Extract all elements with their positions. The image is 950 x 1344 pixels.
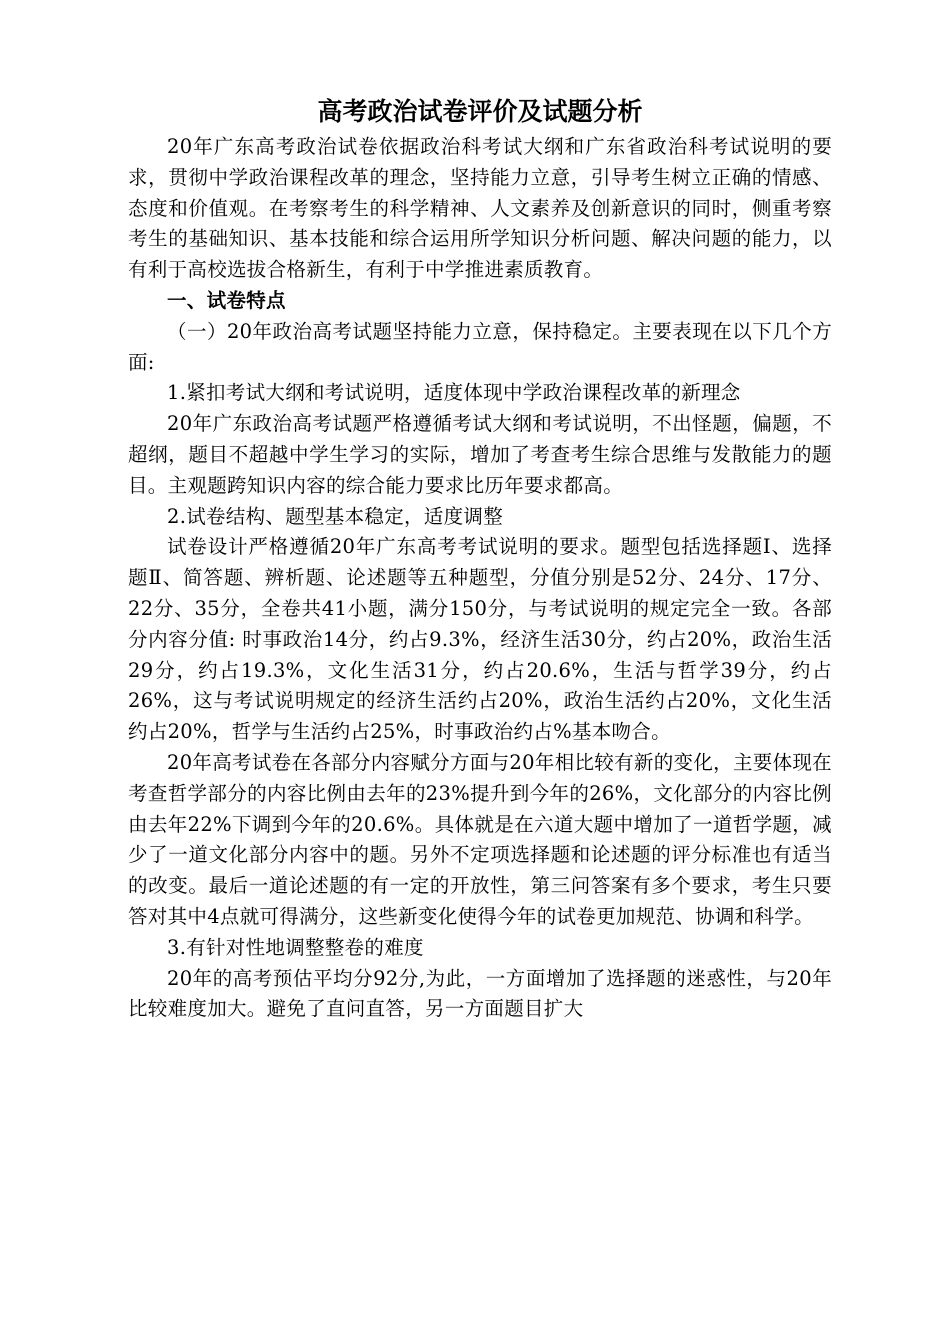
document-title: 高考政治试卷评价及试题分析 (317, 97, 643, 126)
body-paragraph-4: 20年的高考预估平均分92分,为此，一方面增加了选择题的迷惑性，与20年比较难度加大。避免了直问直答，另一方面题目扩大 (128, 966, 832, 1021)
document-page (128, 94, 832, 1025)
point-heading-1: 1.紧扣考试大纲和考试说明，适度体现中学政治课程改革的新理念 (167, 381, 741, 405)
point-heading-3: 3.有针对性地调整整卷的难度 (167, 935, 424, 959)
body-paragraph-3: 20年高考试卷在各部分内容赋分方面与20年相比较有新的变化，主要体现在考查哲学部分的内容比例由去年的23%提升到今年的26%，文化部分的内容比例由去年22%下调到今年的20.6%。具体就是在六道大题中增加了一道哲学题，减少了一道文化部分内容中的题。另外不定项选择题和论述题的评分标准也有适当的改变。最后一道论述题的有一定的开放性，第三问答案有多个要求，考生只要答对其中4点就可得满分，这些新变化使得今年的试卷更加规范、协调和科学。 (128, 750, 832, 928)
subsection-heading-stability: （一）20年政治高考试题坚持能力立意，保持稳定。主要表现在以下几个方面: (128, 319, 832, 374)
body-paragraph-2: 试卷设计严格遵循20年广东高考考试说明的要求。题型包括选择题Ⅰ、选择题Ⅱ、简答题、辨析题、论述题等五种题型，分值分别是52分、24分、17分、22分、35分，全卷共41小题，满分150分，与考试说明的规定完全一致。各部分内容分值: 时事政治14分，约占9.3%，经济生活30分，约占20%，政治生活29分，约占19.3%，文化生活31分，约占20.6%，生活与哲学39分，约占26%，这与考试说明规定的经济生活约占20%，政治生活约占20%，文化生活约占20%，哲学与生活约占25%，时事政治约占%基本吻合。 (128, 535, 832, 744)
body-paragraph-1: 20年广东政治高考试题严格遵循考试大纲和考试说明，不出怪题，偏题，不超纲，题目不超越中学生学习的实际，增加了考查考生综合思维与发散能力的题目。主观题跨知识内容的综合能力要求比历年要求都高。 (128, 412, 832, 497)
intro-paragraph: 20年广东高考政治试卷依据政治科考试大纲和广东省政治科考试说明的要求，贯彻中学政治课程改革的理念，坚持能力立意，引导考生树立正确的情感、态度和价值观。在考察考生的科学精神、人文素养及创新意识的同时，侧重考察考生的基础知识、基本技能和综合运用所学知识分析问题、解决问题的能力，以有利于高校选拔合格新生，有利于中学推进素质教育。 (128, 135, 832, 282)
point-heading-2: 2.试卷结构、题型基本稳定，适度调整 (167, 504, 504, 528)
section-heading-exam-features: 一、试卷特点 (167, 288, 286, 312)
